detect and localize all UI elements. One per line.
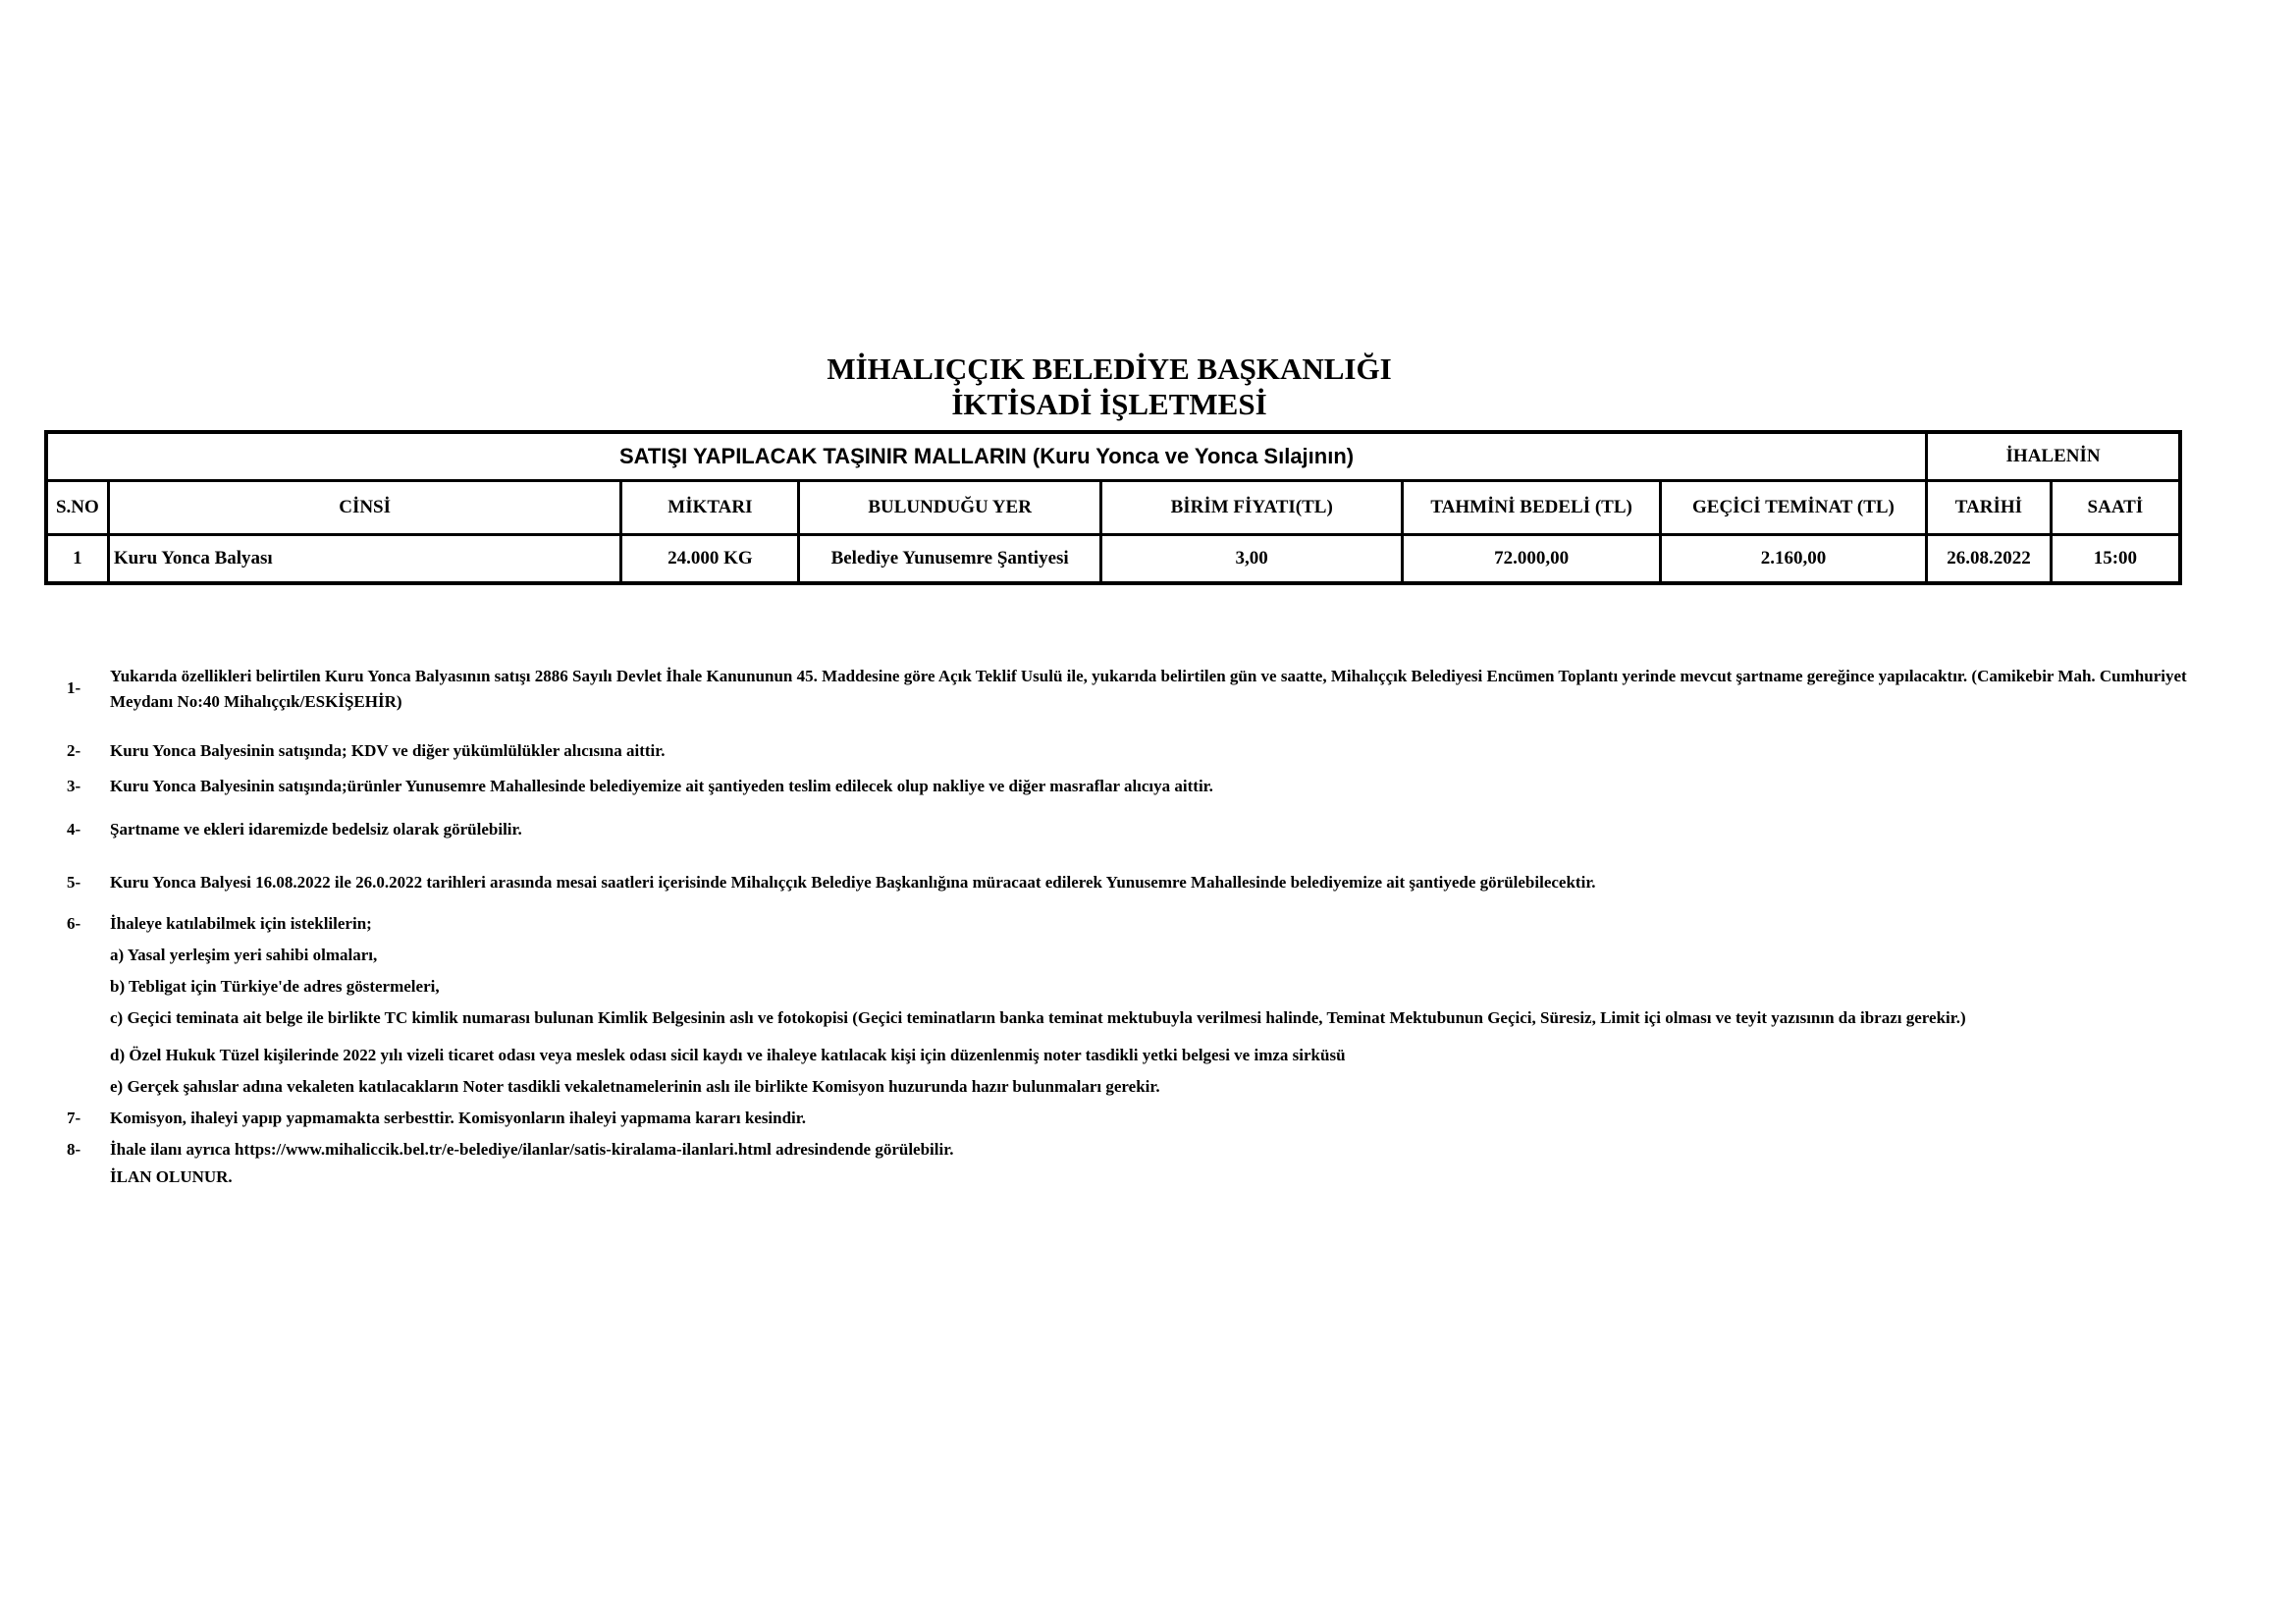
col-header-miktari: MİKTARI bbox=[621, 481, 799, 535]
cell-tarihi: 26.08.2022 bbox=[1927, 535, 2052, 584]
table-header-row bbox=[46, 481, 2180, 535]
item-number: 6- bbox=[67, 914, 81, 933]
item-text: İhaleye katılabilmek için isteklilerin; bbox=[110, 914, 372, 933]
list-item bbox=[67, 1137, 2226, 1163]
requirement-c: c) Geçici teminata ait belge ile birlikte TC kimlik numarası bulunan Kimlik Belgesinin aslı ve fotokopisi (Geçici teminatların banka teminat mektubuyla verilmesi halinde, Teminat Mektubunun Geçici, Süresiz, Limit içi olması ve teyit yazısının da ibrazı gerekir.) bbox=[110, 1008, 1966, 1027]
col-header-birim-fiyati: BİRİM FİYATI(TL) bbox=[1100, 481, 1403, 535]
sale-items-table bbox=[44, 430, 2182, 585]
cell-miktari: 24.000 KG bbox=[621, 535, 799, 584]
item-text: Yukarıda özellikleri belirtilen Kuru Yonca Balyasının satışı 2886 Sayılı Devlet İhale Kanununun 45. Maddesine göre Açık Teklif Usulü ile, yukarıda belirtilen gün ve saatte, Mihalıççık Belediyesi Encümen Toplantı yerinde mevcut şartname gereğince yapılacaktır. (Camikebir Mah. Cumhuriyet Meydanı No:40 Mihalıççık/ESKİŞEHİR) bbox=[110, 667, 2187, 711]
cell-bulundugu-yer: Belediye Yunusemre Şantiyesi bbox=[799, 535, 1101, 584]
requirement-e: e) Gerçek şahıslar adına vekaleten katılacakların Noter tasdikli vekaletnamelerinin aslı ile birlikte Komisyon huzurunda hazır bulunmaları gerekir. bbox=[110, 1077, 1160, 1096]
table-caption: SATIŞI YAPILACAK TAŞINIR MALLARIN (Kuru Yonca ve Yonca Sılajının) bbox=[46, 432, 1927, 481]
col-header-tarihi: TARİHİ bbox=[1927, 481, 2052, 535]
table-caption-row bbox=[46, 432, 2180, 481]
requirement-a: a) Yasal yerleşim yeri sahibi olmaları, bbox=[110, 946, 378, 964]
col-header-sno: S.NO bbox=[46, 481, 108, 535]
list-item bbox=[67, 870, 2226, 895]
terms-list bbox=[67, 664, 2226, 1190]
item-text: İhale ilanı ayrıca https://www.mihaliccik.bel.tr/e-belediye/ilanlar/satis-kiralama-ilanlari.html adresindende görülebilir. bbox=[110, 1140, 954, 1159]
col-header-bulundugu-yer: BULUNDUĞU YER bbox=[799, 481, 1101, 535]
cell-birim-fiyati: 3,00 bbox=[1100, 535, 1403, 584]
col-header-gecici-teminat: GEÇİCİ TEMİNAT (TL) bbox=[1660, 481, 1926, 535]
item-number: 2- bbox=[67, 741, 81, 760]
list-item bbox=[67, 911, 2226, 937]
cell-saati: 15:00 bbox=[2051, 535, 2180, 584]
item-number: 3- bbox=[67, 777, 81, 795]
institution-title: MİHALIÇÇIK BELEDİYE BAŞKANLIĞI bbox=[827, 352, 1392, 386]
closing-statement: İLAN OLUNUR. bbox=[110, 1167, 233, 1186]
item-text: Kuru Yonca Balyesinin satışında; KDV ve diğer yükümlülükler alıcısına aittir. bbox=[110, 741, 666, 760]
list-item bbox=[67, 817, 2226, 842]
item-text: Kuru Yonca Balyesi 16.08.2022 ile 26.0.2022 tarihleri arasında mesai saatleri içerisinde Mihalıççık Belediye Başkanlığına müracaat edilerek Yunusemre Mahallesinde belediyemize ait şantiyede görülebilecektir. bbox=[110, 873, 1596, 892]
cell-cinsi: Kuru Yonca Balyası bbox=[108, 535, 621, 584]
cell-tahmini-bedeli: 72.000,00 bbox=[1403, 535, 1660, 584]
item-text: Komisyon, ihaleyi yapıp yapmamakta serbesttir. Komisyonların ihaleyi yapmama kararı kesindir. bbox=[110, 1109, 807, 1127]
list-item bbox=[67, 1106, 2226, 1131]
list-item bbox=[67, 738, 2226, 764]
col-header-saati: SAATİ bbox=[2051, 481, 2180, 535]
table-row bbox=[46, 535, 2180, 584]
cell-gecici-teminat: 2.160,00 bbox=[1660, 535, 1926, 584]
item-number: 7- bbox=[67, 1109, 81, 1127]
item-number: 4- bbox=[67, 820, 81, 839]
cell-sno: 1 bbox=[46, 535, 108, 584]
list-item bbox=[67, 774, 2226, 799]
col-header-cinsi: CİNSİ bbox=[108, 481, 621, 535]
item-number: 5- bbox=[67, 873, 81, 892]
item-number: 8- bbox=[67, 1140, 81, 1159]
list-item bbox=[67, 664, 2226, 715]
requirement-b: b) Tebligat için Türkiye'de adres göstermeleri, bbox=[110, 977, 440, 996]
item-text: Kuru Yonca Balyesinin satışında;ürünler Yunusemre Mahallesinde belediyemize ait şantiyeden teslim edilecek olup nakliye ve diğer masraflar alıcıya aittir. bbox=[110, 777, 1213, 795]
col-header-tahmini-bedeli: TAHMİNİ BEDELİ (TL) bbox=[1403, 481, 1660, 535]
requirement-d: d) Özel Hukuk Tüzel kişilerinde 2022 yılı vizeli ticaret odası veya meslek odası sicil kaydı ve ihaleye katılacak kişi için düzenlenmiş noter tasdikli yetki belgesi ve imza sirküsü bbox=[110, 1046, 1346, 1064]
institution-subtitle: İKTİSADİ İŞLETMESİ bbox=[951, 387, 1267, 421]
ihale-header: İHALENİN bbox=[1927, 432, 2180, 481]
item-text: Şartname ve ekleri idaremizde bedelsiz olarak görülebilir. bbox=[110, 820, 522, 839]
item-number: 1- bbox=[67, 678, 81, 697]
